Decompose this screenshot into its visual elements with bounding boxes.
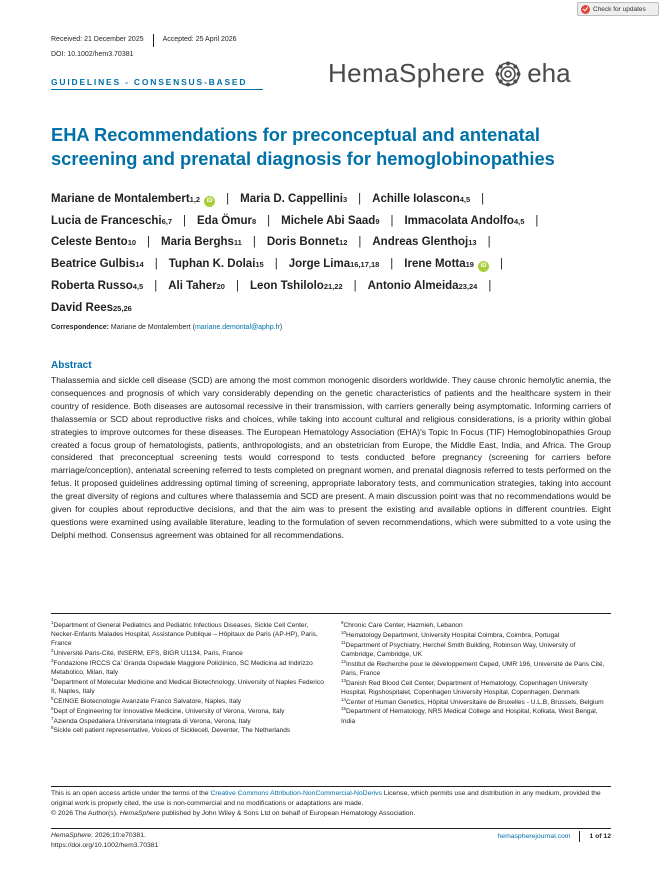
hemasphere-logo-text: HemaSphere [328,58,486,88]
orcid-icon[interactable]: iD [478,261,489,272]
affiliation-item [51,649,327,658]
affiliation-text: Fondazione IRCCS Ca' Granda Ospedale Maggiore Policlinico, SC Medicina ad Indirizzo Metabolico, Milan, Italy [51,660,313,677]
page-number: 1 of 12 [589,833,611,840]
affiliations-left-column [51,621,327,736]
article-dates [51,36,237,47]
author-separator: | [358,236,362,249]
affiliation-number: 12 [341,658,347,664]
affiliation-item [341,698,611,707]
affiliation-number: 6 [51,705,54,711]
eha-emblem-icon [495,61,521,87]
author-name: Beatrice Gulbis [51,258,136,271]
author-separator: | [252,236,256,249]
affiliation-text: Department of Molecular Medicine and Medical Biotechnology, University of Naples Federico II, Naples, Italy [51,679,324,696]
journal-site-link[interactable]: hemaspherejournal.com [497,833,571,840]
affiliation-text: Institut de Recherche pour le développement Ceped, UMR 196, Université de Paris Cité, Paris, France [341,660,605,677]
affiliation-number: 13 [341,677,347,683]
correspondence-name: Mariane de Montalembert [110,324,191,331]
author-separator: | [183,214,187,227]
accepted-date: Accepted: 25 April 2026 [162,36,237,43]
affiliation-text: Department of Hematology, NRS Medical College and Hospital, Kolkata, West Bengal, India [341,708,598,725]
author-name: Michele Abi Saad [281,214,376,227]
abstract-text: Thalassemia and sickle cell disease (SCD) are among the most common monogenic disorders worldwide. They cause chronic hemolytic anemia, the consequences and prognosis of which vary considerably depending on the genetic characteristics of patients and the healthcare system in their country of residence. Both diseases are autosomal recessive in their transmission, with carriers generally being asymptomatic. Informing carriers of thalassemia or SCD about reproductive risks and choices, while taking into account cultural and religious considerations, is a priority within global strategies to improve outcomes for these diseases. The European Hematology Association (EHA)'s Topic In Focus (TIF) Hemoglobinopathies Group created a focus group of hematologists, patients, anthropologists, and an obstetrician from Europe, the Middle East, India, and Africa. The Group considered that preconceptual screening tests would correspond to tests conducted before pregnancy (screening for carriers before marriage/conception), antenatal screening referred to tests completed on pregnant women, and prenatal diagnosis referred to tests performed on the fetus. It proposed guidelines addressing optimal timing of screening, appropriate laboratory tests, and communication strategies, taking into account the great diversity of regions and cultures where thalassemia and SCD are present. A main discussion point was that no recommendations would be given for couples about reproductive decisions, and that the aim was to present the existing and available options in different countries. Eight questions were examined using available literature, leading to the formulation of seven recommendations, which were submitted to a vote using the Delphi method. Consensus agreement was obtained for all recommendations. [51,375,611,540]
received-date: Received: 21 December 2025 [51,36,144,43]
author-name: Immacolata Andolfo [404,214,514,227]
affiliation-number: 10 [341,629,347,635]
author-separator: | [487,236,491,249]
article-category: GUIDELINES - CONSENSUS-BASED [51,77,248,87]
eha-logo-text: eha [527,58,571,88]
author-name: Roberta Russo [51,279,133,292]
author-separator: | [390,258,394,271]
author-name: Irene Motta [404,258,466,271]
affiliation-number: 11 [341,639,346,645]
copyright-journal: HemaSphere [119,809,160,817]
doi-header: DOI: 10.1002/hem3.70381 [51,51,134,58]
correspondence-label: Correspondence: [51,324,109,331]
date-separator [153,34,154,47]
affiliation-item [341,679,611,697]
correspondence: Correspondence: Mariane de Montalembert (mariane.demontal@aphp.fr) [51,324,283,331]
check-updates-icon [581,5,590,14]
author-separator: | [358,193,362,205]
affiliation-item [51,659,327,677]
author-line: Lucia de Franceschi 6,7 | Eda Ömur 8 | Michele Abi Saad 9 | Immacolata Andolfo 4,5 | [51,211,621,233]
copyright-post: published by John Wiley & Sons Ltd on behalf of European Hematology Association. [159,809,416,817]
author-line: Mariane de Montalembert 1,2 iD | Maria D. Cappellini 3 | Achille Iolascon 4,5 | [51,189,621,211]
affiliations-rule [51,613,611,614]
affiliation-item [51,717,327,726]
author-name: Maria D. Cappellini [240,193,343,205]
correspondence-email-link[interactable]: mariane.demontal@aphp.fr [194,324,280,331]
author-separator: | [535,214,539,227]
affiliation-text: Chronic Care Center, Hazmieh, Lebanon [343,622,463,629]
affiliation-text: Université Paris-Cité, INSERM, EFS, BIGR U1134, Paris, France [53,650,243,658]
category-rule [51,89,263,90]
footer-separator [579,831,580,842]
author-separator: | [154,258,158,271]
footer-citation [51,831,158,851]
footer-journal: HemaSphere [51,832,92,839]
author-name: Celeste Bento [51,236,128,249]
author-separator: | [274,258,278,271]
check-for-updates-badge[interactable] [577,2,659,16]
affiliation-number: 3 [51,658,54,663]
affiliation-number: 4 [51,677,54,682]
affiliation-number: 8 [51,725,54,731]
affiliation-number: 14 [341,696,347,702]
author-name: Antonio Almeida [367,279,459,292]
affiliation-item [341,660,611,678]
affiliation-text: Danish Red Blood Cell Center, Department of Hematology, Copenhagen University Hospital, Rigshospitalet, Copenhagen University Hospital, Copenhagen, Denmark [341,679,588,696]
author-name: Mariane de Montalembert [51,193,190,205]
author-name: Jorge Lima [288,258,351,271]
affiliation-text: Department of Psychiatry, Herchel Smith Building, Robinson Way, University of Cambridge, Cambridge, UK [341,641,576,658]
affiliations-right-column [341,621,611,726]
author-name: Maria Berghs [161,236,234,249]
affiliation-number: 15 [341,706,347,712]
affiliation-item [341,621,611,630]
affiliation-item [51,726,327,735]
license-rule [51,786,611,787]
author-name: Doris Bonnet [266,236,340,249]
affiliation-item [51,621,327,649]
affiliation-item [341,641,611,659]
affiliation-number: 7 [51,715,54,721]
footer-citation-text: . 2026;10:e70381. [91,832,146,839]
affiliation-number: 2 [51,648,54,654]
affiliation-item [51,697,327,706]
affiliation-item [341,631,611,640]
author-name: David Rees [51,301,114,314]
author-line: Beatrice Gulbis 14 | Tuphan K. Dolai 15 | Jorge Lima 16,17,18 | Irene Motta 19 iD | [51,254,621,276]
author-separator: | [154,279,158,292]
author-name: Eda Ömur [197,214,252,227]
author-line: Roberta Russo 4,5 | Ali Taher 20 | Leon Tshilolo 21,22 | Antonio Almeida 23,24 | [51,276,621,298]
affiliation-text: Sickle cell patient representative, Voices of Sicklecell, Deventer, The Netherlands [53,727,291,735]
license-link[interactable]: Creative Commons Attribution-NonCommercial-NoDerivs [210,790,382,797]
affiliation-text: Hematology Department, University Hospital Coimbra, Coimbra, Portugal [346,631,560,639]
affiliation-text: CEINGE Biotecnologie Avanzate Franco Salvatore, Naples, Italy [53,698,242,705]
author-separator: | [390,214,394,227]
license-text-pre: This is an open access article under the terms of the [51,790,211,797]
check-updates-label: Check for updates [593,5,646,13]
author-name: Ali Taher [168,279,217,292]
abstract-heading: Abstract [51,360,92,371]
author-name: Tuphan K. Dolai [168,258,256,271]
author-name: Lucia de Franceschi [51,214,162,227]
author-separator: | [499,258,503,271]
license-text-post: License, which permits use and distribution in any medium, provided the original work is properly cited, the use is non-commercial and no modifications or adaptations are made. [51,790,601,807]
author-line: Celeste Bento 10 | Maria Berghs 11 | Doris Bonnet 12 | Andreas Glenthoj 13 | [51,232,621,254]
footer-rule [51,828,611,829]
author-separator: | [235,279,239,292]
author-separator: | [147,236,151,249]
affiliation-item [51,678,327,696]
copyright-pre: © 2026 The Author(s). [51,809,120,817]
author-separator: | [267,214,271,227]
affiliation-item [341,707,611,725]
footer-doi-link[interactable]: https://doi.org/10.1002/hem3.70381 [51,842,159,849]
author-list [51,189,621,319]
article-title: EHA Recommendations for preconceptual and antenatal screening and prenatal diagnosis for hemoglobinopathies [51,124,555,169]
author-name: Leon Tshilolo [249,279,324,292]
author-name: Andreas Glenthoj [372,236,469,249]
footer-right [498,831,611,842]
affiliation-text: Dept of Engineering for Innovative Medicine, University of Verona, Verona, Italy [53,707,285,715]
license-notice [51,789,615,818]
author-separator: | [353,279,357,292]
author-line: David Rees 25,26 [51,298,621,320]
affiliation-number: 5 [51,696,54,701]
affiliation-text: Center of Human Genetics, Hôpital Universitaire de Bruxelles - U.L.B, Brussels, Belgium [346,698,604,706]
journal-logo [328,58,571,89]
affiliation-text: Department of General Pediatrics and Pediatric Infectious Diseases, Sickle Cell Center, Necker-Enfants Malades Hospital, Assistance Publique – Hôpitaux de Paris (AP-HP), Paris, France [51,622,318,648]
affiliation-number: 1 [51,620,54,625]
author-separator: | [226,193,230,205]
orcid-icon[interactable]: iD [204,196,215,207]
author-name: Achille Iolascon [372,193,460,205]
affiliation-number: 9 [341,620,344,625]
affiliation-text: Azienda Ospedaliera Universitaria integrata di Verona, Verona, Italy [53,717,251,725]
author-separator: | [481,193,485,205]
author-separator: | [488,279,492,292]
affiliation-item [51,707,327,716]
